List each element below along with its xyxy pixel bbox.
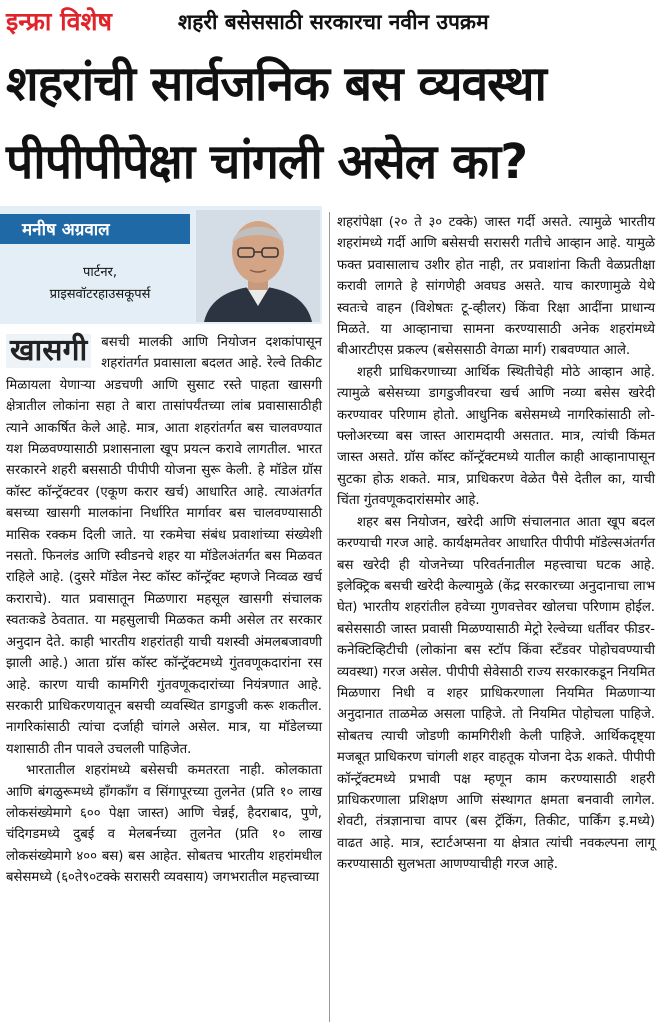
paragraph: शहरांपेक्षा (२० ते ३० टक्के) जास्त गर्दी असते. त्यामुळे भारतीय शहरांमध्ये गर्दी आणि बसेसची सरासरी गतीचे आव्हान आहे. यामुळे फक्त प्रवासालाच उशीर होत नाही, तर प्रवाशांना किती वेळप्रतीक्षा करावी लागते हे सांगणेही अवघड असते. याच कारणामुळे येथे स्वतःचे वाहन (विशेषतः टू-व्हीलर) किंवा रिक्षा आदींना प्राधान्य मिळते. या आव्हानाचा सामना करण्यासाठी अनेक शहरांमध्ये बीआरटीएस प्रकल्प (बसेससाठी वेगळा मार्ग) राबवण्यात आले. bbox=[337, 215, 655, 359]
kicker-bar bbox=[0, 0, 661, 46]
paragraph: शहरी प्राधिकरणाच्या आर्थिक स्थितीचेही मोठे आव्हान आहे. त्यामुळे बसेसच्या डागडुजीवरचा खर्च आणि नव्या बसेस खरेदी करण्यावर परिणाम होतो. आधुनिक बसेसमध्ये नागरिकांसाठी लो-फ्लोअरच्या बस जास्त आरामदायी असतात. मात्र, त्यांची किंमत जास्त असते. ग्रॉस कॉस्ट कॉन्ट्रॅक्टमध्ये यातील काही आव्हानापासून सुटका होऊ शकते. मात्र, प्राधिकरण वेळेत पैसे देतील का, याची चिंता गुंतवणूकदारांसमोर आहे. bbox=[337, 364, 655, 509]
kicker-subtitle: शहरी बसेससाठी सरकारचा नवीन उपक्रम bbox=[178, 10, 489, 34]
article-column-left bbox=[6, 332, 322, 889]
paragraph: शहर बस नियोजन, खरेदी आणि संचालनात आता खूप बदल करण्याची गरज आहे. कार्यक्षमतेवर आधारित पीपीपी मॉडेल्सअंतर्गत बस खरेदी ही योजनेच्या परिवर्तनातील महत्त्वाचा घटक आहे. इलेक्ट्रिक बसची खरेदी केल्यामुळे (केंद्र सरकारच्या अनुदानाचा लाभ घेत) भारतीय शहरांतील हवेच्या गुणवत्तेवर खोलचा परिणाम होईल. बसेससाठी जास्त प्रवासी मिळण्यासाठी मेट्रो रेल्वेच्या धर्तीवर फीडर-कनेक्टिव्हिटीची (लोकांना बस स्टॉप किंवा स्टॅंडवर पोहोचवण्याची व्यवस्था) गरज असेल. पीपीपी सेवेसाठी राज्य सरकारकडून नियमित मिळणारा निधी व शहर प्राधिकरणाला नियमित मिळणाऱ्या अनुदानात ताळमेळ असला पाहिजे. तो नियमित पोहोचला पाहिजे. सोबतच त्याची जोडणी कामगिरीशी केली पाहिजे. आर्थिकदृष्ट्या मजबूत प्राधिकरण चांगली शहर वाहतूक योजना देऊ शकते. पीपीपी कॉन्ट्रॅक्टमध्ये प्रभावी पक्ष म्हणून काम करण्यासाठी शहरी प्राधिकरणाला प्रशिक्षण आणि संस्थागत क्षमता बनवावी लागेल. शेवटी, तंत्रज्ञानाचा वापर (बस ट्रॅकिंग, तिकीट, पार्किंग इ.मध्ये) वाढत आहे. मात्र, स्टार्टअप्सना या क्षेत्रात त्यांची नवकल्पना लागू करण्यासाठी सुलभता आणण्याचीही गरज आहे. bbox=[337, 514, 655, 873]
byline-box bbox=[0, 206, 322, 324]
author-bar bbox=[0, 214, 190, 244]
paragraph: बसची मालकी आणि नियोजन दशकांपासून शहरांतर्गत प्रवासाला बदलत आहे. रेल्वे तिकीट मिळायला येणाऱ्या अडचणी आणि सुसाट रस्ते पाहता खासगी क्षेत्रातील लोकांना सहा ते बारा तासांपर्यंतच्या लांब प्रवासासाठीही त्याने आकर्षित केले आहे. मात्र, आता शहरांतर्गत बस चालवण्यात यश मिळवण्यासाठी प्रशासनाला खूप प्रयत्न करावे लागतील. भारत सरकारने शहरी बससाठी पीपीपी योजना सुरू केली. हे मॉडेल ग्रॉस कॉस्ट कॉन्ट्रॅक्टवर (एकूण करार खर्च) आधारित आहे. त्याअंतर्गत बसच्या खासगी मालकांना निर्धारित मार्गावर बस चालवण्यासाठी मासिक रक्कम दिली जाते. या रकमेचा संबंध प्रवाशांच्या संख्येशी नसतो. फिनलंड आणि स्वीडनचे शहर या मॉडेलअंतर्गत बस मिळवत राहिले आहे. (दुसरे मॉडेल नेस्ट कॉस्ट कॉन्ट्रॅक्ट म्हणजे निव्वळ खर्च कराराचे). यात प्रवासातून मिळणारा महसूल खासगी संचालक स्वतःकडे ठेवतात. या महसुलाची मिळकत कमी असेल तर सरकार अनुदान देते. काही भारतीय शहरांतही याची यशस्वी अंमलबजावणी झाली आहे.) आता ग्रॉस कॉस्ट कॉन्ट्रॅक्टमध्ये गुंतवणूकदारांना रस आहे. कारण याची कामगिरी गुंतवणूकदारांच्या नियंत्रणात आहे. सरकारी प्राधिकरणयातून बसची व्यवस्थित डागडुजी करू शकतील. नागरिकांसाठी त्यांचा दर्जाही चांगले असेल. मात्र, या मॉडेलच्या यशासाठी तीन पावले उचलली पाहिजेत. bbox=[6, 335, 322, 757]
designation-title: पार्टनर, bbox=[83, 265, 117, 280]
article-column-right bbox=[337, 212, 655, 876]
author-photo bbox=[196, 210, 320, 322]
column-divider bbox=[329, 212, 330, 1022]
author-designation bbox=[10, 262, 190, 306]
section-kicker: इन्फ्रा विशेष bbox=[6, 7, 112, 36]
headline-line-2: पीपीपीपेक्षा चांगली असेल का? bbox=[6, 134, 528, 190]
headline-line-1: शहरांची सार्वजनिक बस व्यवस्था bbox=[6, 56, 546, 112]
author-name: मनीष अग्रवाल bbox=[22, 220, 110, 240]
dropcap-word: खासगी bbox=[6, 334, 91, 368]
paragraph: भारतातील शहरांमध्ये बसेसची कमतरता नाही. कोलकाता आणि बंगळुरूमध्ये हाँगकाँग व सिंगापूरच्या तुलनेत (प्रति १० लाख लोकसंख्येमागे ६०० पेक्षा जास्त) आणि चेन्नई, हैदराबाद, पुणे, चंदिगडमध्ये दुबई व मेलबर्नच्या तुलनेत (प्रति १० लाख लोकसंख्येमागे ४०० बस) बस आहेत. सोबतच भारतीय शहरांमधील बसेसमध्ये (६०ते९०टक्के सरासरी व्यवसाय) जगभरातील महत्त्वाच्या bbox=[6, 763, 322, 886]
designation-company: प्राइसवॉटरहाउसकूपर्स bbox=[49, 287, 151, 302]
